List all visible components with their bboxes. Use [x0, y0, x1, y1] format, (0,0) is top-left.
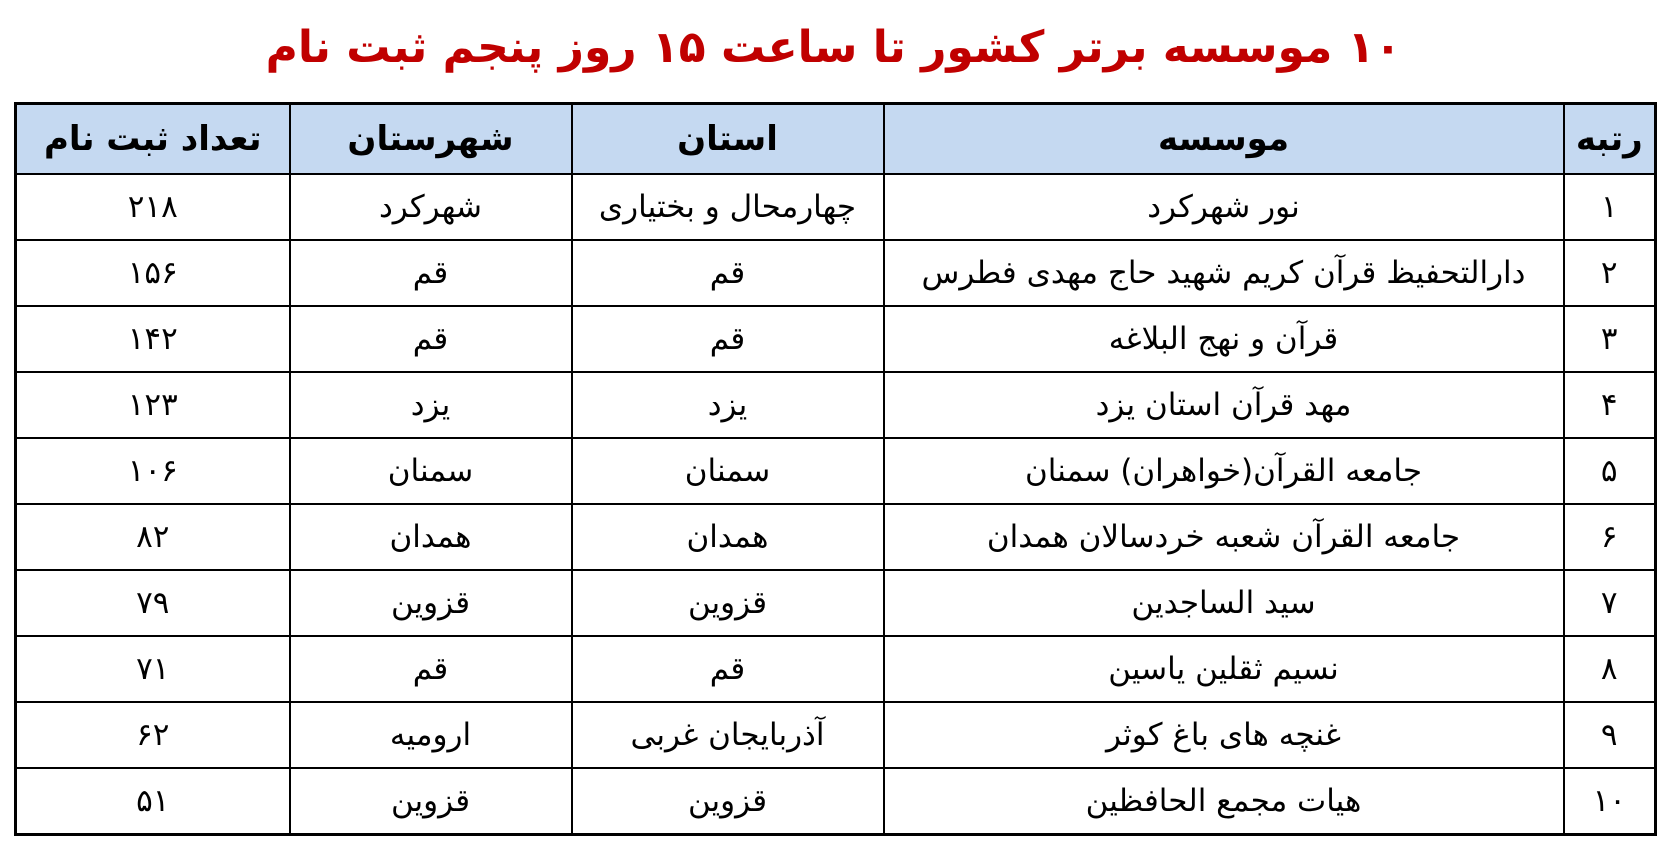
rank-cell: ۱	[1564, 174, 1656, 240]
table-row	[16, 702, 1656, 768]
province-cell: قزوین	[572, 768, 884, 835]
province-cell: قم	[572, 240, 884, 306]
table-row	[16, 636, 1656, 702]
page-title: ۱۰ موسسه برتر کشور تا ساعت ۱۵ روز پنجم ثبت نام	[265, 22, 1402, 73]
table-row	[16, 174, 1656, 240]
ranking-table	[14, 102, 1657, 836]
registration-count-cell: ۱۰۶	[16, 438, 290, 504]
city-cell: قم	[290, 636, 572, 702]
rank-cell: ۳	[1564, 306, 1656, 372]
city-cell: یزد	[290, 372, 572, 438]
table-row	[16, 570, 1656, 636]
rank-cell: ۴	[1564, 372, 1656, 438]
rank-cell: ۸	[1564, 636, 1656, 702]
registration-count-cell: ۱۲۳	[16, 372, 290, 438]
registration-count-cell: ۱۵۶	[16, 240, 290, 306]
registration-count-cell: ۷۱	[16, 636, 290, 702]
city-cell: قم	[290, 240, 572, 306]
rank-cell: ۷	[1564, 570, 1656, 636]
province-cell: قم	[572, 306, 884, 372]
institute-cell: نور شهرکرد	[884, 174, 1564, 240]
province-cell: آذربایجان غربی	[572, 702, 884, 768]
institute-cell: غنچه های باغ کوثر	[884, 702, 1564, 768]
rank-cell: ۵	[1564, 438, 1656, 504]
province-cell: سمنان	[572, 438, 884, 504]
registration-count-cell: ۲۱۸	[16, 174, 290, 240]
rank-cell: ۹	[1564, 702, 1656, 768]
institute-cell: دارالتحفیظ قرآن کریم شهید حاج مهدی فطرس	[884, 240, 1564, 306]
registration-count-cell: ۶۲	[16, 702, 290, 768]
column-header-province: استان	[572, 104, 884, 175]
rank-cell: ۲	[1564, 240, 1656, 306]
column-header-city: شهرستان	[290, 104, 572, 175]
city-cell: سمنان	[290, 438, 572, 504]
registration-count-cell: ۵۱	[16, 768, 290, 835]
column-header-institute: موسسه	[884, 104, 1564, 175]
province-cell: قزوین	[572, 570, 884, 636]
institute-cell: سید الساجدین	[884, 570, 1564, 636]
table-row	[16, 504, 1656, 570]
table-row	[16, 438, 1656, 504]
institute-cell: مهد قرآن استان یزد	[884, 372, 1564, 438]
city-cell: همدان	[290, 504, 572, 570]
column-header-registration-count: تعداد ثبت نام	[16, 104, 290, 175]
institute-cell: نسیم ثقلین یاسین	[884, 636, 1564, 702]
institute-cell: قرآن و نهج البلاغه	[884, 306, 1564, 372]
registration-count-cell: ۷۹	[16, 570, 290, 636]
table-row	[16, 306, 1656, 372]
rank-cell: ۶	[1564, 504, 1656, 570]
rank-cell: ۱۰	[1564, 768, 1656, 835]
column-header-rank: رتبه	[1564, 104, 1656, 175]
registration-count-cell: ۸۲	[16, 504, 290, 570]
city-cell: قزوین	[290, 768, 572, 835]
province-cell: یزد	[572, 372, 884, 438]
province-cell: چهارمحال و بختیاری	[572, 174, 884, 240]
institute-cell: جامعه القرآن(خواهران) سمنان	[884, 438, 1564, 504]
institute-cell: جامعه القرآن شعبه خردسالان همدان	[884, 504, 1564, 570]
province-cell: قم	[572, 636, 884, 702]
table-row	[16, 768, 1656, 835]
table-header-row	[16, 104, 1656, 175]
institute-cell: هیات مجمع الحافظین	[884, 768, 1564, 835]
city-cell: قم	[290, 306, 572, 372]
table-row	[16, 240, 1656, 306]
registration-count-cell: ۱۴۲	[16, 306, 290, 372]
table-row	[16, 372, 1656, 438]
city-cell: قزوین	[290, 570, 572, 636]
province-cell: همدان	[572, 504, 884, 570]
city-cell: شهرکرد	[290, 174, 572, 240]
city-cell: ارومیه	[290, 702, 572, 768]
